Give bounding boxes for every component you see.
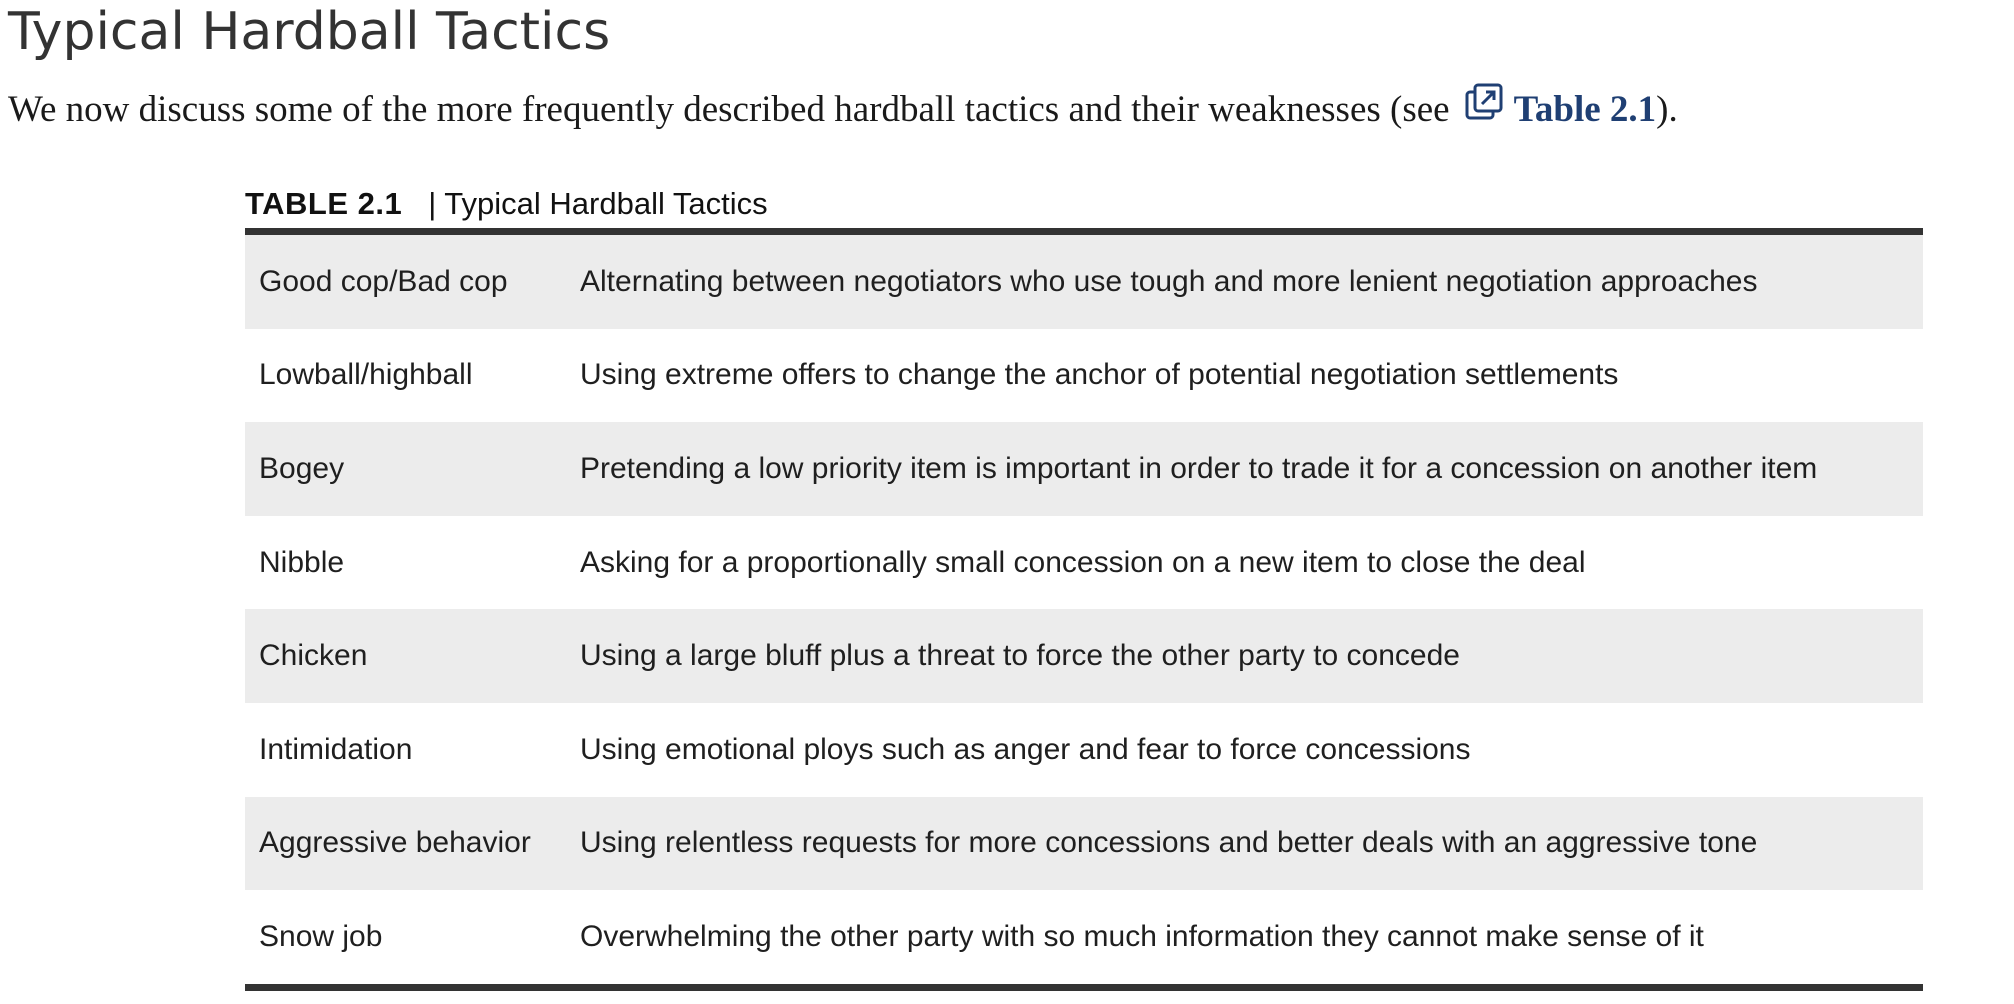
description-cell: Pretending a low priority item is important in order to trade it for a concession on another item [566,422,1923,516]
tactic-cell: Aggressive behavior [245,797,566,891]
table-container [245,180,1923,991]
tactic-cell: Intimidation [259,732,413,766]
tactic-cell: Good cop/Bad cop [245,235,566,329]
table-row [245,516,1923,610]
page-title: Typical Hardball Tactics [8,2,611,62]
description-cell: Using emotional ploys such as anger and fear to force concessions [580,732,1471,766]
table-row [245,703,1923,797]
description-cell: Using a large bluff plus a threat to force the other party to concede [566,609,1923,703]
tactic-cell: Lowball/highball [259,358,473,392]
table-top-rule [245,228,1923,235]
description-cell: Asking for a proportionally small concession on a new item to close the deal [580,545,1586,579]
tactics-table [245,235,1923,984]
tactic-cell: Snow job [259,919,383,953]
table-row [245,609,1923,703]
table-row [245,422,1923,516]
tactic-cell: Nibble [259,545,345,579]
table-row [245,797,1923,891]
intro-text-end: ). [1656,89,1678,130]
description-cell: Overwhelming the other party with so much information they cannot make sense of it [580,919,1704,953]
table-bottom-rule [245,984,1923,991]
tactic-cell: Bogey [245,422,566,516]
table-label: TABLE 2.1 [245,186,403,221]
intro-paragraph [8,82,1678,138]
description-cell: Alternating between negotiators who use tough and more lenient negotiation approaches [566,235,1923,329]
intro-text: We now discuss some of the more frequently described hardball tactics and their weaknesses (see [8,89,1450,130]
table-caption [245,180,1923,228]
caption-separator: | [428,186,437,221]
table-title: Typical Hardball Tactics [444,186,768,221]
description-cell: Using relentless requests for more concessions and better deals with an aggressive tone [566,797,1923,891]
tactic-cell: Chicken [245,609,566,703]
table-row [245,235,1923,329]
table-row [245,890,1923,984]
table-link[interactable]: Table 2.1 [1513,89,1657,130]
external-link-icon[interactable] [1464,83,1504,123]
table-row [245,329,1923,423]
description-cell: Using extreme offers to change the anchor of potential negotiation settlements [580,358,1619,392]
